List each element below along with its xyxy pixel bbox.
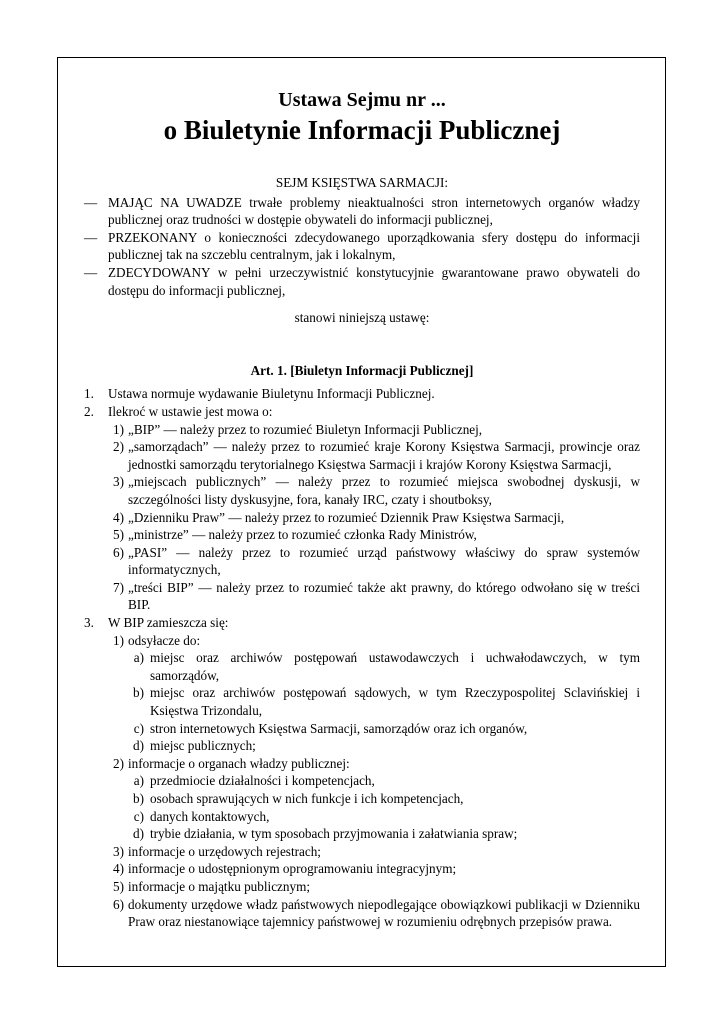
letter-item: d) trybie działania, w tym sposobach przyjmowania i załatwiania spraw;: [133, 826, 518, 842]
preamble-item: — ZDECYDOWANY w pełni urzeczywistnić konstytucyjnie gwarantowane prawo obywateli do dostępu do informacji publicznej,: [84, 264, 640, 298]
paragraph-2: 2. Ilekroć w ustawie jest mowa o: 1) „BIP” — należy przez to rozumieć Biuletyn Informacji Publicznej, 2) „samorządach” — należy przez to rozumieć kraje Korony Księstwa Sarmacji, prowincje oraz jednostki samorządu terytorialnego Księstwa Sarmacji i krajów Korony Księstwa Sarmacji, 3) „miejscach publicznych” — należy przez to rozumieć miejsca swobodnej dyskusji, w szczególności listy dyskusyjne, fora, kanały IRC, czaty i shoutboksy, 4) „Dzienniku Praw” — należy przez to rozumieć Dziennik Praw Księstwa Sarmacji, 5) „ministrze” — należy przez to rozumieć członka Rady Ministrów, 6) „PASI” — należy przez to rozumieć urząd państwowy właściwy do spraw systemów informatycznych, 7) „treści BIP” — należy przez to rozumieć także akt prawny, do którego odwołano się w treści BIP.: [84, 403, 640, 613]
content-item: 6) dokumenty urzędowe władz państwowych niepodlegające obowiązkowi publikacji w Dzienniku Praw oraz niestanowiące tajemnicy państwowej w rozumieniu odrębnych przepisów prawa.: [113, 896, 640, 930]
act-number-title: Ustawa Sejmu nr ...: [278, 89, 446, 111]
preamble: [84, 194, 640, 300]
document-body: [84, 88, 640, 931]
letter-item: c) danych kontaktowych,: [133, 808, 270, 824]
paragraph-1: 1. Ustawa normuje wydawanie Biuletynu Informacji Publicznej.: [84, 386, 435, 402]
issuer-line: SEJM KSIĘSTWA SARMACJI:: [275, 175, 449, 190]
definition-item: 4) „Dzienniku Praw” — należy przez to rozumieć Dziennik Praw Księstwa Sarmacji,: [113, 509, 565, 525]
letter-item: b) osobach sprawujących w nich funkcje i ich kompetencjach,: [133, 791, 464, 806]
definition-item: 5) „ministrze” — należy przez to rozumieć członka Rady Ministrów,: [113, 527, 477, 543]
letter-item: a) miejsc oraz archiwów postępowań ustawodawczych i uchwałodawczych, w tym samorządów,: [133, 650, 640, 683]
preamble-item: — PRZEKONANY o konieczności zdecydowanego uporządkowania sfery dostępu do informacji publicznej tak na szczeblu centralnym, jak i lokalnym,: [84, 229, 640, 263]
content-item: 3) informacje o urzędowych rejestrach;: [113, 843, 321, 859]
content-item: 1) odsyłacze do: a) miejsc oraz archiwów postępowań ustawodawczych i uchwałodawczych, w tym samorządów, b) miejsc oraz archiwów postępowań sądowych, w tym Rzeczypospolitej Sclavińskiej i Księstwa Trizondalu, c) stron internetowych Księstwa Sarmacji, samorządów oraz ich organów, d) miejsc publicznych;: [113, 632, 640, 754]
act-title: o Biuletynie Informacji Publicznej: [163, 115, 561, 145]
letter-item: b) miejsc oraz archiwów postępowań sądowych, w tym Rzeczypospolitej Sclavińskiej i Księstwa Trizondalu,: [133, 685, 640, 719]
content-item: 5) informacje o majątku publicznym;: [113, 878, 311, 894]
article-heading: Art. 1. [Biuletyn Informacji Publicznej]: [250, 362, 474, 378]
definition-item: 7) „treści BIP” — należy przez to rozumieć także akt prawny, do którego odwołano się w treści BIP.: [113, 579, 640, 613]
letter-item: c) stron internetowych Księstwa Sarmacji, samorządów oraz ich organów,: [133, 720, 528, 736]
letter-item: d) miejsc publicznych;: [133, 738, 256, 754]
content-item: 4) informacje o udostępnionym oprogramowaniu integracyjnym;: [113, 861, 457, 877]
enactment-formula: stanowi niniejszą ustawę:: [294, 310, 430, 326]
letter-item: a) przedmiocie działalności i kompetencjach,: [133, 773, 375, 789]
definition-item: 2) „samorządach” — należy przez to rozumieć kraje Korony Księstwa Sarmacji, prowincje oraz jednostki samorządu terytorialnego Księstwa Sarmacji i krajów Korony Księstwa Sarmacji,: [113, 439, 640, 472]
paragraph-3: 3. W BIP zamieszcza się: 1) odsyłacze do: a) miejsc oraz archiwów postępowań ustawodawczych i uchwałodawczych, w tym samorządów, b) miejsc oraz archiwów postępowań sądowych, w tym Rzeczypospolitej Sclavińskiej i Księstwa Trizondalu, c) stron internetowych Księstwa Sarmacji, samorządów oraz ich organów, d) miejsc publicznych; 2) informacje o organach władzy publicznej: a) przedmiocie działalności i kompetencjach, b) osobach sprawujących w nich funkcje i ich kompetencjach, c) danych kontaktowych, d) trybie działania, w tym sposobach przyjmowania i załatwiania spraw; 3) informacje o urzędowych rejestrach; 4) informacje o udostępnionym oprogramowaniu integracyjnym; 5) informacje o majątku publicznym; 6) dokumenty urzędowe władz państwowych niepodlegające obowiązkowi publikacji w Dzienniku Praw oraz niestanowiące tajemnicy państwowej w rozumieniu odrębnych przepisów prawa.: [84, 615, 640, 930]
definition-item: 3) „miejscach publicznych” — należy przez to rozumieć miejsca swobodnej dyskusji, w szczególności listy dyskusyjne, fora, kanały IRC, czaty i shoutboksy,: [113, 474, 640, 507]
content-item: 2) informacje o organach władzy publicznej: a) przedmiocie działalności i kompetencjach, b) osobach sprawujących w nich funkcje i ich kompetencjach, c) danych kontaktowych, d) trybie działania, w tym sposobach przyjmowania i załatwiania spraw;: [108, 755, 640, 843]
definition-item: 1) „BIP” — należy przez to rozumieć Biuletyn Informacji Publicznej,: [113, 421, 483, 437]
preamble-item: — MAJĄC NA UWADZE trwałe problemy nieaktualności stron internetowych organów władzy publicznej oraz trudności w dostępie obywateli do informacji publicznej,: [84, 194, 640, 228]
definition-item: 6) „PASI” — należy przez to rozumieć urząd państwowy właściwy do spraw systemów informatycznych,: [113, 544, 640, 578]
